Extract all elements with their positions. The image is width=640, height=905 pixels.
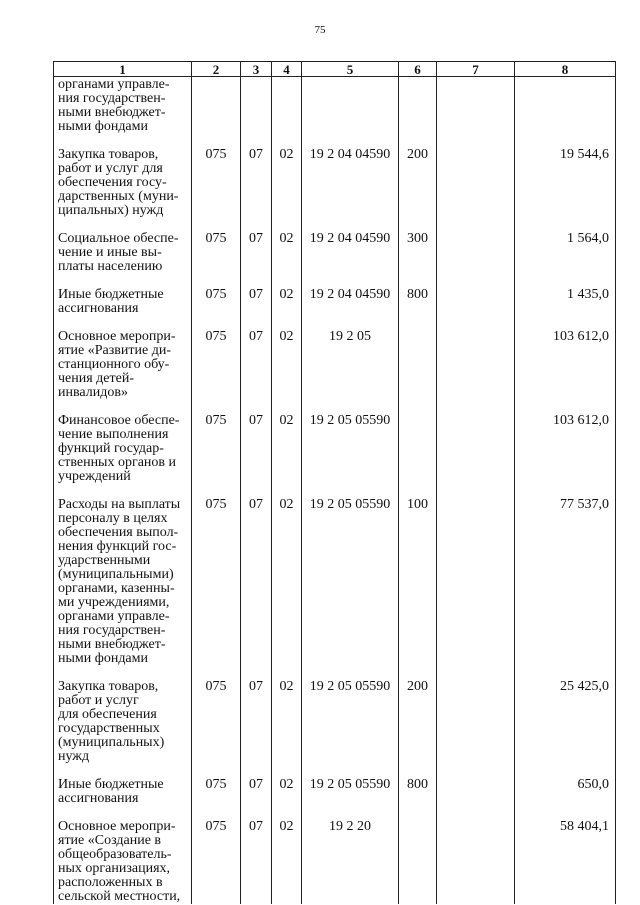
admin-code-cell: 075 xyxy=(192,400,241,484)
row-name-line: учреждений xyxy=(58,469,131,484)
row-name-line: функций государ- xyxy=(58,441,164,456)
row-name-line: ассигнования xyxy=(58,301,139,316)
target-article-cell: 19 2 20 xyxy=(302,806,399,904)
table-row xyxy=(54,77,616,135)
section-code-cell: 07 xyxy=(241,764,272,806)
row-name-line: ятие «Создание в xyxy=(58,833,162,848)
column-header: 8 xyxy=(515,62,616,77)
row-name-cell xyxy=(54,77,192,135)
row-name-line: нения функций гос- xyxy=(58,539,177,554)
amount-cell: 19 544,6 xyxy=(515,134,616,218)
section-code-cell: 07 xyxy=(241,806,272,904)
column-7-cell xyxy=(437,316,515,400)
column-number-header-row xyxy=(54,62,616,77)
column-header: 3 xyxy=(241,62,272,77)
table-row xyxy=(54,764,616,806)
column-header: 6 xyxy=(399,62,437,77)
row-name-line: инвалидов» xyxy=(58,385,128,400)
table-row xyxy=(54,274,616,316)
column-7-cell xyxy=(437,274,515,316)
amount-cell: 650,0 xyxy=(515,764,616,806)
target-article-cell xyxy=(302,77,399,135)
subsection-code-cell: 02 xyxy=(272,274,302,316)
subsection-code-cell: 02 xyxy=(272,134,302,218)
row-name-line: ных организациях, xyxy=(58,861,171,876)
subsection-code-cell xyxy=(272,77,302,135)
column-header: 2 xyxy=(192,62,241,77)
row-name-cell xyxy=(54,274,192,316)
budget-table xyxy=(53,61,616,904)
row-name-line: Иные бюджетные xyxy=(58,287,164,302)
section-code-cell: 07 xyxy=(241,218,272,274)
row-name-line: нужд xyxy=(58,749,90,764)
table-row xyxy=(54,134,616,218)
expense-type-cell: 300 xyxy=(399,218,437,274)
row-name-line: чения детей- xyxy=(58,371,135,386)
row-name-line: чение и иные вы- xyxy=(58,245,162,260)
admin-code-cell: 075 xyxy=(192,274,241,316)
column-7-cell xyxy=(437,134,515,218)
amount-cell: 103 612,0 xyxy=(515,316,616,400)
table-row xyxy=(54,806,616,904)
row-name-line: государственных xyxy=(58,721,160,736)
section-code-cell: 07 xyxy=(241,134,272,218)
row-name-line: ными внебюджет- xyxy=(58,105,166,120)
admin-code-cell: 075 xyxy=(192,316,241,400)
row-name-line: общеобразователь- xyxy=(58,847,172,862)
admin-code-cell: 075 xyxy=(192,806,241,904)
column-7-cell xyxy=(437,764,515,806)
row-name-line: Основное меропри- xyxy=(58,329,176,344)
expense-type-cell xyxy=(399,806,437,904)
column-7-cell xyxy=(437,806,515,904)
row-name-line: чение выполнения xyxy=(58,427,169,442)
row-name-cell xyxy=(54,484,192,666)
column-7-cell xyxy=(437,484,515,666)
row-name-cell xyxy=(54,400,192,484)
row-name-cell xyxy=(54,218,192,274)
table-row xyxy=(54,316,616,400)
row-name-line: Расходы на выплаты xyxy=(58,497,181,512)
expense-type-cell xyxy=(399,316,437,400)
row-name-line: ными фондами xyxy=(58,119,149,134)
section-code-cell: 07 xyxy=(241,274,272,316)
row-name-line: платы населению xyxy=(58,259,163,274)
table-row xyxy=(54,400,616,484)
row-name-line: сельской местности, xyxy=(58,889,181,904)
row-name-cell xyxy=(54,666,192,764)
row-name-line: Закупка товаров, xyxy=(58,679,159,694)
expense-type-cell: 800 xyxy=(399,274,437,316)
subsection-code-cell: 02 xyxy=(272,400,302,484)
amount-cell: 1 564,0 xyxy=(515,218,616,274)
target-article-cell: 19 2 05 05590 xyxy=(302,764,399,806)
target-article-cell: 19 2 05 xyxy=(302,316,399,400)
table-body xyxy=(54,77,616,905)
amount-cell: 77 537,0 xyxy=(515,484,616,666)
target-article-cell: 19 2 05 05590 xyxy=(302,666,399,764)
target-article-cell: 19 2 05 05590 xyxy=(302,484,399,666)
expense-type-cell xyxy=(399,77,437,135)
row-name-line: Финансовое обеспе- xyxy=(58,413,180,428)
column-7-cell xyxy=(437,77,515,135)
row-name-line: (муниципальными) xyxy=(58,567,174,582)
row-name-line: органами управле- xyxy=(58,77,170,92)
subsection-code-cell: 02 xyxy=(272,484,302,666)
row-name-line: Закупка товаров, xyxy=(58,147,159,162)
subsection-code-cell: 02 xyxy=(272,666,302,764)
subsection-code-cell: 02 xyxy=(272,764,302,806)
row-name-line: ния государствен- xyxy=(58,91,166,106)
row-name-line: ния государствен- xyxy=(58,623,166,638)
admin-code-cell: 075 xyxy=(192,666,241,764)
expense-type-cell xyxy=(399,400,437,484)
expense-type-cell: 100 xyxy=(399,484,437,666)
row-name-line: ударственными xyxy=(58,553,151,568)
row-name-line: персоналу в целях xyxy=(58,511,168,526)
section-code-cell xyxy=(241,77,272,135)
subsection-code-cell: 02 xyxy=(272,806,302,904)
target-article-cell: 19 2 04 04590 xyxy=(302,134,399,218)
admin-code-cell: 075 xyxy=(192,484,241,666)
section-code-cell: 07 xyxy=(241,400,272,484)
column-7-cell xyxy=(437,666,515,764)
row-name-line: Основное меропри- xyxy=(58,819,176,834)
row-name-line: работ и услуг для xyxy=(58,161,163,176)
row-name-line: ятие «Развитие ди- xyxy=(58,343,171,358)
page-number: 75 xyxy=(314,24,326,36)
row-name-line: обеспечения выпол- xyxy=(58,525,179,540)
amount-cell: 1 435,0 xyxy=(515,274,616,316)
row-name-line: органами управле- xyxy=(58,609,170,624)
row-name-line: ассигнования xyxy=(58,791,139,806)
amount-cell: 103 612,0 xyxy=(515,400,616,484)
table-row xyxy=(54,218,616,274)
table-row xyxy=(54,666,616,764)
row-name-cell xyxy=(54,806,192,904)
column-header: 7 xyxy=(437,62,515,77)
expense-type-cell: 800 xyxy=(399,764,437,806)
amount-cell: 58 404,1 xyxy=(515,806,616,904)
row-name-cell xyxy=(54,316,192,400)
admin-code-cell: 075 xyxy=(192,134,241,218)
row-name-line: обеспечения госу- xyxy=(58,175,167,190)
section-code-cell: 07 xyxy=(241,316,272,400)
column-header: 5 xyxy=(302,62,399,77)
subsection-code-cell: 02 xyxy=(272,316,302,400)
section-code-cell: 07 xyxy=(241,666,272,764)
target-article-cell: 19 2 04 04590 xyxy=(302,218,399,274)
column-7-cell xyxy=(437,218,515,274)
row-name-line: органами, казенны- xyxy=(58,581,175,596)
row-name-line: расположенных в xyxy=(58,875,163,890)
row-name-line: Социальное обеспе- xyxy=(58,231,179,246)
amount-cell xyxy=(515,77,616,135)
row-name-line: ми учреждениями, xyxy=(58,595,170,610)
column-7-cell xyxy=(437,400,515,484)
target-article-cell: 19 2 05 05590 xyxy=(302,400,399,484)
row-name-line: ными фондами xyxy=(58,651,149,666)
column-header: 4 xyxy=(272,62,302,77)
row-name-line: Иные бюджетные xyxy=(58,777,164,792)
table-row xyxy=(54,484,616,666)
row-name-line: дарственных (муни- xyxy=(58,189,179,204)
row-name-line: (муниципальных) xyxy=(58,735,165,750)
row-name-line: станционного обу- xyxy=(58,357,170,372)
admin-code-cell: 075 xyxy=(192,764,241,806)
row-name-line: ственных органов и xyxy=(58,455,177,470)
row-name-cell xyxy=(54,764,192,806)
amount-cell: 25 425,0 xyxy=(515,666,616,764)
admin-code-cell xyxy=(192,77,241,135)
column-header: 1 xyxy=(54,62,192,77)
section-code-cell: 07 xyxy=(241,484,272,666)
row-name-line: работ и услуг xyxy=(58,693,139,708)
row-name-line: ципальных) нужд xyxy=(58,203,164,218)
expense-type-cell: 200 xyxy=(399,134,437,218)
expense-type-cell: 200 xyxy=(399,666,437,764)
admin-code-cell: 075 xyxy=(192,218,241,274)
row-name-line: для обеспечения xyxy=(58,707,157,722)
row-name-line: ными внебюджет- xyxy=(58,637,166,652)
subsection-code-cell: 02 xyxy=(272,218,302,274)
row-name-cell xyxy=(54,134,192,218)
target-article-cell: 19 2 04 04590 xyxy=(302,274,399,316)
